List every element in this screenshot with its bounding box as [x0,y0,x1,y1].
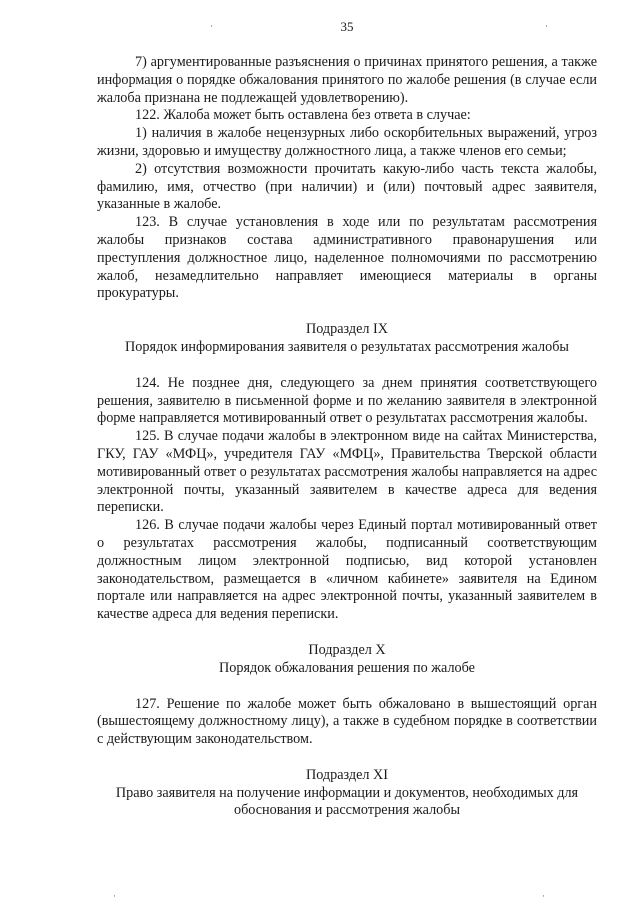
section-spacer [97,303,597,321]
paragraph: 7) аргументированные разъяснения о причинах принятого решения, а также информация о порядке обжалования принятого по жалобе решения (в случае если жалоба признана не подлежащей удовлетворению). [97,54,597,106]
scan-speck: · [542,891,545,901]
section-heading: Подраздел X [308,641,386,658]
paragraph: 123. В случае установления в ходе или по результатам рассмотрения жалобы признаков состава административного правонарушения или преступления должностное лицо, наделенное полномочиями по рассмотрению жалоб, незамедлительно направляет имеющиеся материалы в органы прокуратуры. [97,214,597,302]
paragraph: 125. В случае подачи жалобы в электронном виде на сайтах Министерства, ГКУ, ГАУ «МФЦ», учредителя ГАУ «МФЦ», Правительства Тверской области мотивированный ответ о результатах рассмотрения жалобы направляется на адрес электронной почты, указанный заявителем в качестве адреса для ведения переписки. [97,428,597,516]
document-page [97,18,597,820]
section-heading: Порядок информирования заявителя о результатах рассмотрения жалобы [125,338,569,355]
section-spacer [97,624,597,642]
section-heading: Подраздел IX [305,321,388,338]
page-number: 35 [340,19,354,34]
section-heading: Порядок обжалования решения по жалобе [219,659,475,676]
paragraph: 2) отсутствия возможности прочитать какую-либо часть текста жалобы, фамилию, имя, отчество (при наличии) и (или) почтовый адрес заявителя, указанные в жалобе. [97,160,597,213]
paragraph: 124. Не позднее дня, следующего за днем принятия соответствующего решения, заявителю в письменной форме и по желанию заявителя в электронной форме направляется мотивированный ответ о результатах рассмотрения жалобы. [97,374,597,427]
scan-speck: · [210,21,213,31]
paragraph: 127. Решение по жалобе может быть обжаловано в вышестоящий орган (вышестоящему должностному лицу), а также в судебном порядке в соответствии с действующим законодательством. [97,695,597,748]
paragraph: 126. В случае подачи жалобы через Единый портал мотивированный ответ о результатах рассмотрения жалобы, подписанный соответствующим должностным лицом электронной подписью, вид которой установлен законодательством, размещается в «личном кабинете» заявителя на Едином портале или направляется на адрес электронной почты, указанный заявителем в качестве адреса для ведения переписки. [97,517,597,623]
paragraph: 122. Жалоба может быть оставлена без ответа в случае: [135,107,471,124]
section-heading: Право заявителя на получение информации и документов, необходимых для обоснования и рассмотрения жалобы [115,784,579,819]
paragraph: 1) наличия в жалобе нецензурных либо оскорбительных выражений, угроз жизни, здоровью и имуществу должностного лица, а также членов его семьи; [97,125,597,159]
section-spacer [97,749,597,767]
scan-speck: · [113,891,116,901]
scan-speck: · [545,21,548,31]
document-body [97,54,597,820]
section-heading: Подраздел XI [305,766,388,783]
section-spacer [97,678,597,696]
section-spacer [97,357,597,375]
